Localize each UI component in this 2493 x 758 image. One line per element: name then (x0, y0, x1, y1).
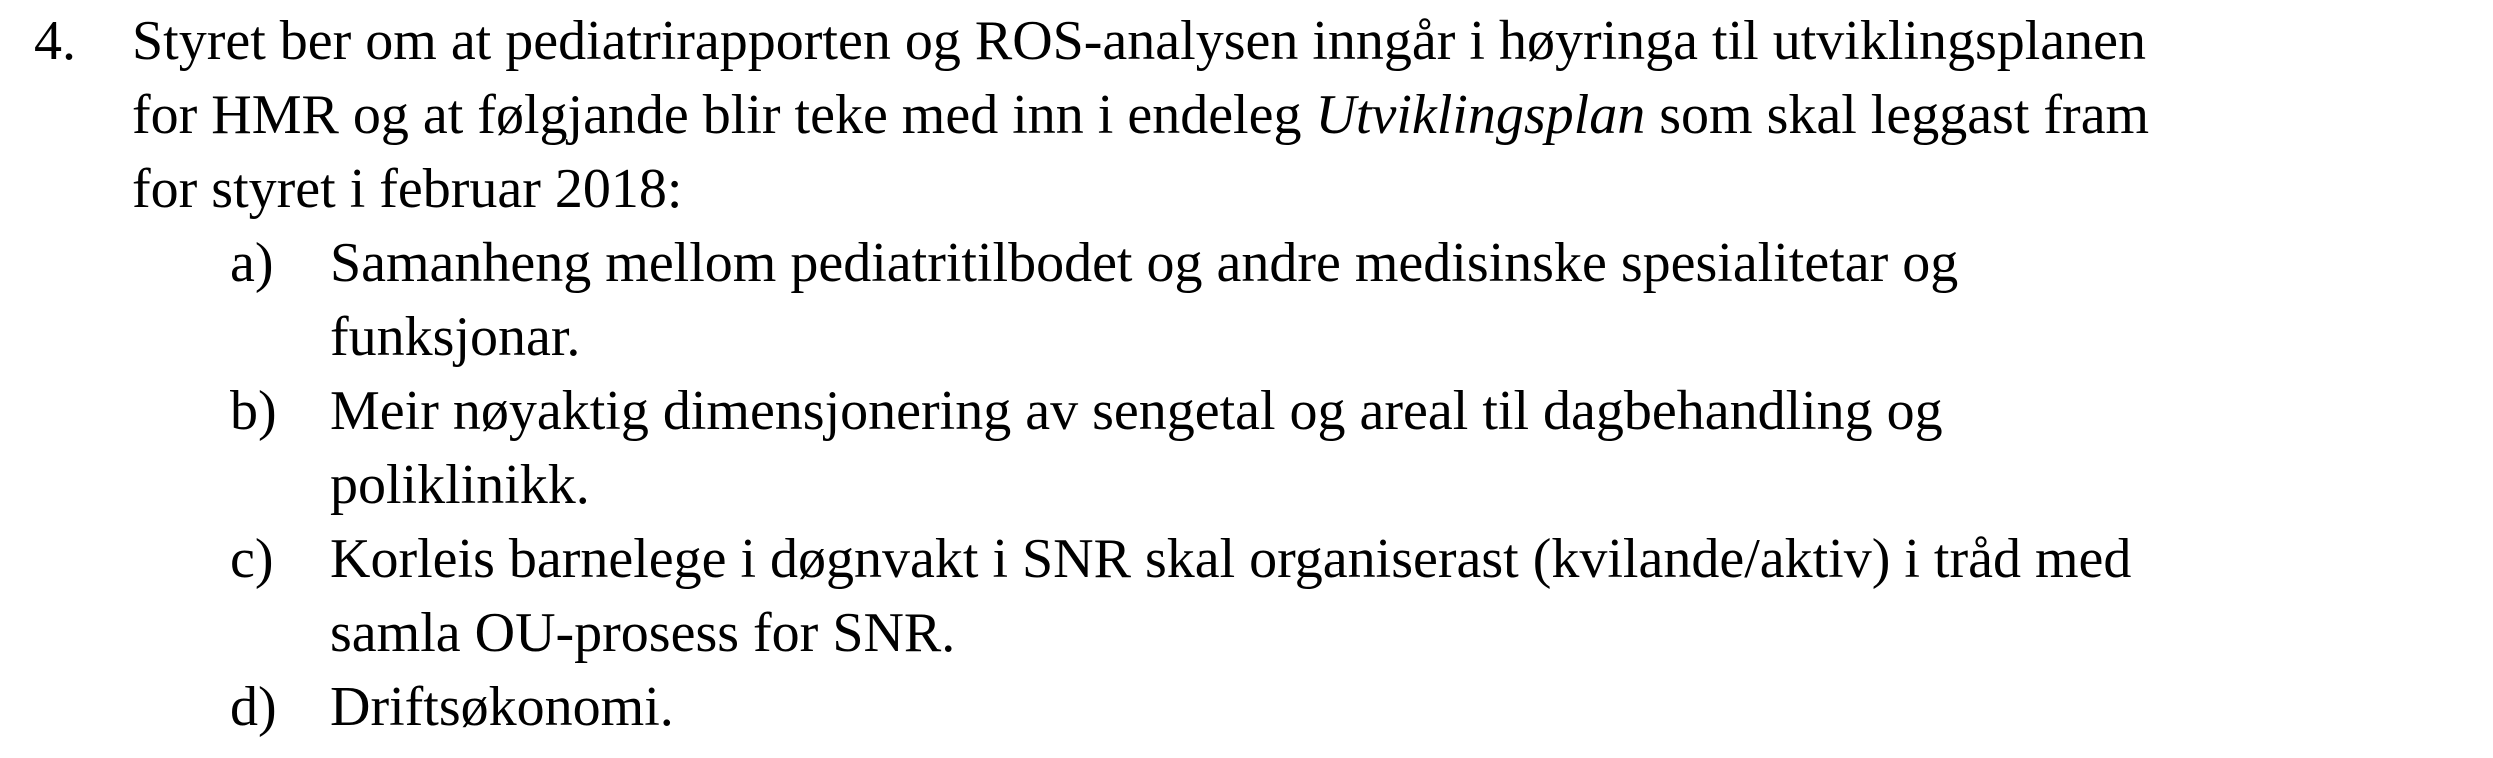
sub-item-line-1: Driftsøkonomi. (330, 676, 674, 738)
sub-item-text (330, 226, 2430, 374)
sub-item-letter: b) (230, 380, 277, 442)
sub-item-line-2: funksjonar. (330, 306, 581, 368)
sub-item-text (330, 670, 2430, 744)
italic-term: Utviklingsplan (1315, 84, 1646, 146)
item-text-line-2-start: for HMR og at følgjande blir teke med inn i endeleg (132, 84, 1316, 146)
item-text-line-3: for styret i februar 2018: (132, 158, 683, 220)
sub-item-letter: d) (230, 676, 277, 738)
item-text-line-2 (132, 78, 2472, 152)
item-text-line-2-end: som skal leggast fram (1645, 84, 2150, 146)
sub-item-line-1: Korleis barnelege i døgnvakt i SNR skal organiserast (kvilande/aktiv) i tråd med (330, 528, 2132, 590)
item-text (132, 4, 2472, 226)
item-text-line-1: Styret ber om at pediatrirapporten og ROS-analysen inngår i høyringa til utviklingsplanen (132, 10, 2147, 72)
sub-item-line-2: poliklinikk. (330, 454, 590, 516)
sub-item-line-1: Samanheng mellom pediatritilbodet og andre medisinske spesialitetar og (330, 232, 1959, 294)
sub-item-letter: a) (230, 232, 274, 294)
item-number: 4. (34, 10, 76, 72)
sub-item-line-1: Meir nøyaktig dimensjonering av sengetal og areal til dagbehandling og (330, 380, 1943, 442)
sub-item-line-2: samla OU-prosess for SNR. (330, 602, 956, 664)
sub-item-letter: c) (230, 528, 274, 590)
sub-item-text (330, 374, 2430, 522)
sub-item-text (330, 522, 2430, 670)
